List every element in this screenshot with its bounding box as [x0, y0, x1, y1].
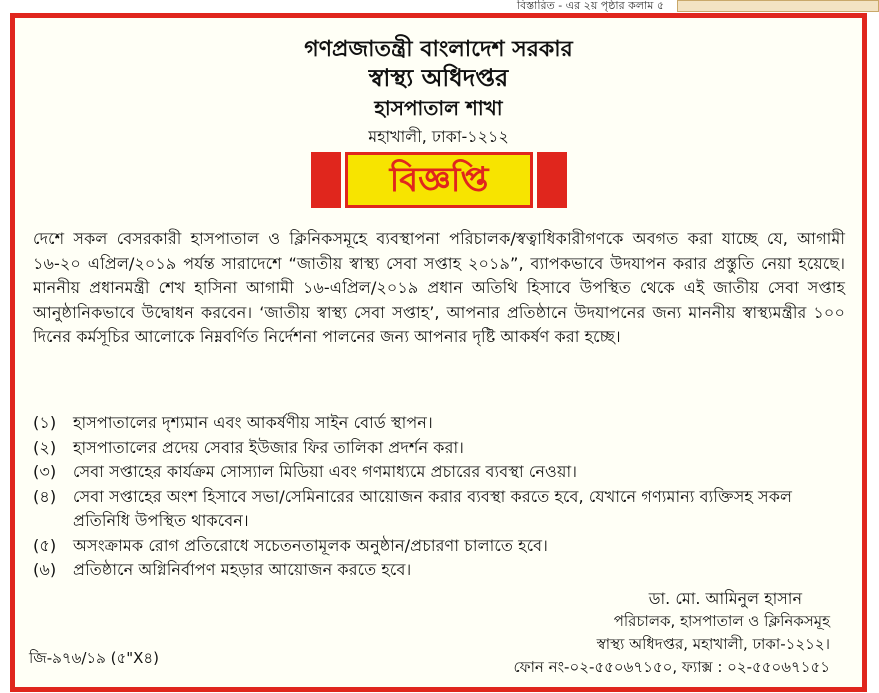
department-title: স্বাস্থ্য অধিদপ্তর: [368, 64, 509, 92]
signatory-name: ডা. মো. আমিনুল হাসান: [648, 589, 802, 608]
item-number: (৫): [33, 535, 57, 555]
contact-phone-fax: ফোন নং-০২-৫৫০৬৭১৫০, ফ্যাক্স : ০২-৫৫০৬৭১৫১: [513, 658, 830, 676]
list-item: [33, 534, 845, 559]
item-text: সেবা সপ্তাহের অংশ হিসাবে সভা/সেমিনারের আয়োজন করার ব্যবস্থা করতে হবে, যেখানে গণ্যমান্য ব্যক্তিসহ সকল প্রতিনিধি উপস্থিত থাকবেন।: [73, 486, 793, 530]
item-text: প্রতিষ্ঠানে অগ্নিনির্বাপণ মহড়ার আয়োজন করতে হবে।: [73, 560, 412, 579]
top-strip-box: [677, 0, 879, 12]
instruction-list: [33, 411, 845, 583]
right-red-bar: [537, 152, 567, 208]
list-item: [33, 411, 845, 436]
notice-frame: [10, 13, 867, 692]
list-item: [33, 460, 845, 485]
left-red-bar: [311, 152, 341, 208]
reference-code: জি-৯৭৬/১৯ (৫"X৪): [29, 649, 159, 667]
government-title: গণপ্রজাতন্ত্রী বাংলাদেশ সরকার: [304, 37, 573, 62]
signature-block: [514, 587, 830, 679]
signatory-designation: পরিচালক, হাসপাতাল ও ক্লিনিকসমূহ: [613, 612, 830, 630]
item-text: অসংক্রামক রোগ প্রতিরোধে সচেতনতামূলক অনুষ্ঠান/প্রচারণা চালাতে হবে।: [73, 535, 548, 555]
signatory-office: স্বাস্থ্য অধিদপ্তর, মহাখালী, ঢাকা-১২১২।: [596, 635, 830, 653]
item-text: হাসপাতালের দৃশ্যমান এবং আকর্ষণীয় সাইন বোর্ড স্থাপন।: [73, 413, 433, 432]
item-text: সেবা সপ্তাহের কার্যক্রম সোস্যাল মিডিয়া এবং গণমাধ্যমে প্রচারের ব্যবস্থা নেওয়া।: [73, 462, 577, 481]
item-number: (৪): [33, 486, 57, 506]
item-number: (৬): [33, 560, 57, 579]
top-strip-text: বিস্তারিত - এর ২য় পৃষ্ঠার কলাম ৫: [516, 0, 664, 12]
list-item: [33, 485, 845, 534]
item-text: হাসপাতালের প্রদেয় সেবার ইউজার ফির তালিকা প্রদর্শন করা।: [73, 437, 464, 457]
item-number: (৩): [33, 462, 57, 481]
item-number: (১): [33, 413, 57, 432]
notice-body: দেশে সকল বেসরকারী হাসপাতাল ও ক্লিনিকসমূহে ব্যবস্থাপনা পরিচালক/স্বত্বাধিকারীগণকে অবগত করা যাচ্ছে যে, আগামী ১৬-২০ এপ্রিল/২০১৯ পর্যন্ত সারাদেশে “জাতীয় স্বাস্থ্য সেবা সপ্তাহ ২০১৯”, ব্যাপকভাবে উদযাপন করার প্রস্তুতি নেয়া হয়েছে। মাননীয় প্রধানমন্ত্রী শেখ হাসিনা আগামী ১৬-এপ্রিল/২০১৯ প্রধান অতিথি হিসাবে উপস্থিত থেকে এই জাতীয় সেবা সপ্তাহ আনুষ্ঠানিকভাবে উদ্বোধন করবেন। ‘জাতীয় স্বাস্থ্য সেবা সপ্তাহ’, আপনার প্রতিষ্ঠানে উদযাপনের জন্য মাননীয় স্বাস্থ্যমন্ত্রীর ১০০ দিনের কর্মসূচির আলোকে নিম্নবর্ণিত নির্দেশনা পালনের জন্য আপনার দৃষ্টি আকর্ষণ করা হচ্ছে।: [33, 229, 845, 346]
item-number: (২): [33, 437, 57, 457]
list-item: [33, 558, 845, 583]
top-strip: [0, 0, 879, 12]
list-item: [33, 436, 845, 461]
branch-title: হাসপাতাল শাখা: [374, 96, 503, 120]
notice-title: বিজ্ঞপ্তি: [345, 152, 533, 208]
address: মহাখালী, ঢাকা-১২১২: [368, 127, 509, 146]
